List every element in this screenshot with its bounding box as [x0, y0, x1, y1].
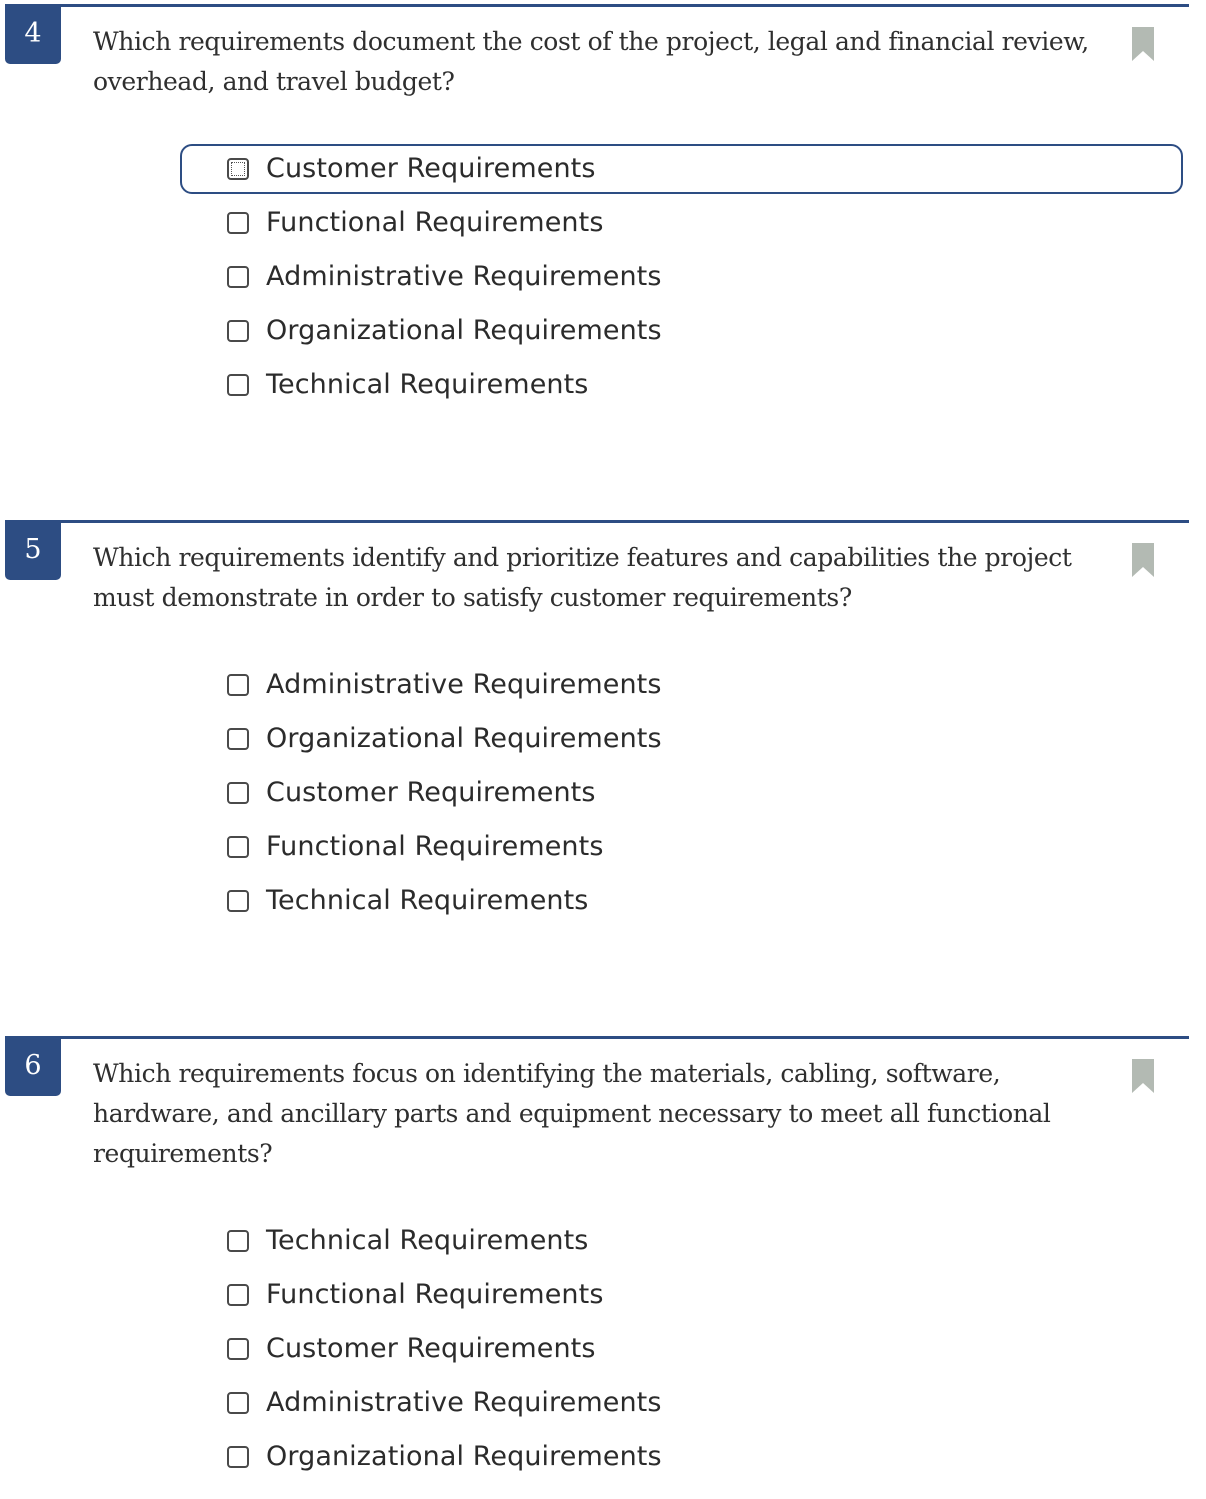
checkbox-icon[interactable] [227, 1392, 249, 1414]
answer-label: Administrative Requirements [266, 669, 662, 700]
question-number: 5 [5, 520, 61, 580]
bookmark-icon[interactable] [1132, 1059, 1154, 1093]
answer-option[interactable] [180, 1378, 1183, 1428]
question-divider [60, 4, 1189, 7]
answer-option[interactable] [180, 1270, 1183, 1320]
answer-label: Functional Requirements [266, 1279, 604, 1310]
checkbox-icon[interactable] [227, 1284, 249, 1306]
checkbox-icon[interactable] [227, 158, 249, 180]
checkbox-icon[interactable] [227, 782, 249, 804]
answer-option[interactable] [180, 360, 1183, 410]
checkbox-icon[interactable] [227, 320, 249, 342]
answer-label: Organizational Requirements [266, 1441, 662, 1472]
answer-option[interactable] [180, 1432, 1183, 1482]
answer-label: Customer Requirements [266, 153, 596, 184]
question-number: 6 [5, 1036, 61, 1096]
checkbox-icon[interactable] [227, 1338, 249, 1360]
answer-label: Functional Requirements [266, 831, 604, 862]
answer-label: Functional Requirements [266, 207, 604, 238]
answer-option[interactable] [180, 306, 1183, 356]
answer-label: Technical Requirements [266, 369, 589, 400]
answer-option[interactable] [180, 822, 1183, 872]
answer-label: Administrative Requirements [266, 1387, 662, 1418]
question-divider [60, 1036, 1189, 1039]
checkbox-icon[interactable] [227, 674, 249, 696]
question-text: Which requirements document the cost of the project, legal and financial review, overhead, and travel budget? [93, 27, 1089, 96]
checkbox-icon[interactable] [227, 836, 249, 858]
question-text: Which requirements focus on identifying the materials, cabling, software, hardware, and ancillary parts and equipment necessary to meet all functional requirements? [93, 1059, 1051, 1168]
answer-option[interactable] [180, 876, 1183, 926]
answer-option[interactable] [180, 252, 1183, 302]
checkbox-icon[interactable] [227, 1446, 249, 1468]
bookmark-icon[interactable] [1132, 543, 1154, 577]
answer-option[interactable] [180, 1216, 1183, 1266]
question-number: 4 [5, 4, 61, 64]
answer-option[interactable] [180, 714, 1183, 764]
checkbox-icon[interactable] [227, 1230, 249, 1252]
bookmark-icon[interactable] [1132, 27, 1154, 61]
question-divider [60, 520, 1189, 523]
answer-label: Organizational Requirements [266, 723, 662, 754]
checkbox-icon[interactable] [227, 266, 249, 288]
answer-label: Customer Requirements [266, 777, 596, 808]
answer-option[interactable] [180, 144, 1183, 194]
question-text: Which requirements identify and prioritize features and capabilities the project must demonstrate in order to satisfy customer requirements? [93, 543, 1072, 612]
answer-label: Organizational Requirements [266, 315, 662, 346]
checkbox-icon[interactable] [227, 890, 249, 912]
answer-label: Customer Requirements [266, 1333, 596, 1364]
checkbox-icon[interactable] [227, 212, 249, 234]
answer-label: Technical Requirements [266, 1225, 589, 1256]
answer-option[interactable] [180, 1324, 1183, 1374]
answer-option[interactable] [180, 198, 1183, 248]
checkbox-icon[interactable] [227, 728, 249, 750]
answer-label: Technical Requirements [266, 885, 589, 916]
answer-label: Administrative Requirements [266, 261, 662, 292]
answer-option[interactable] [180, 768, 1183, 818]
answer-option[interactable] [180, 660, 1183, 710]
checkbox-icon[interactable] [227, 374, 249, 396]
